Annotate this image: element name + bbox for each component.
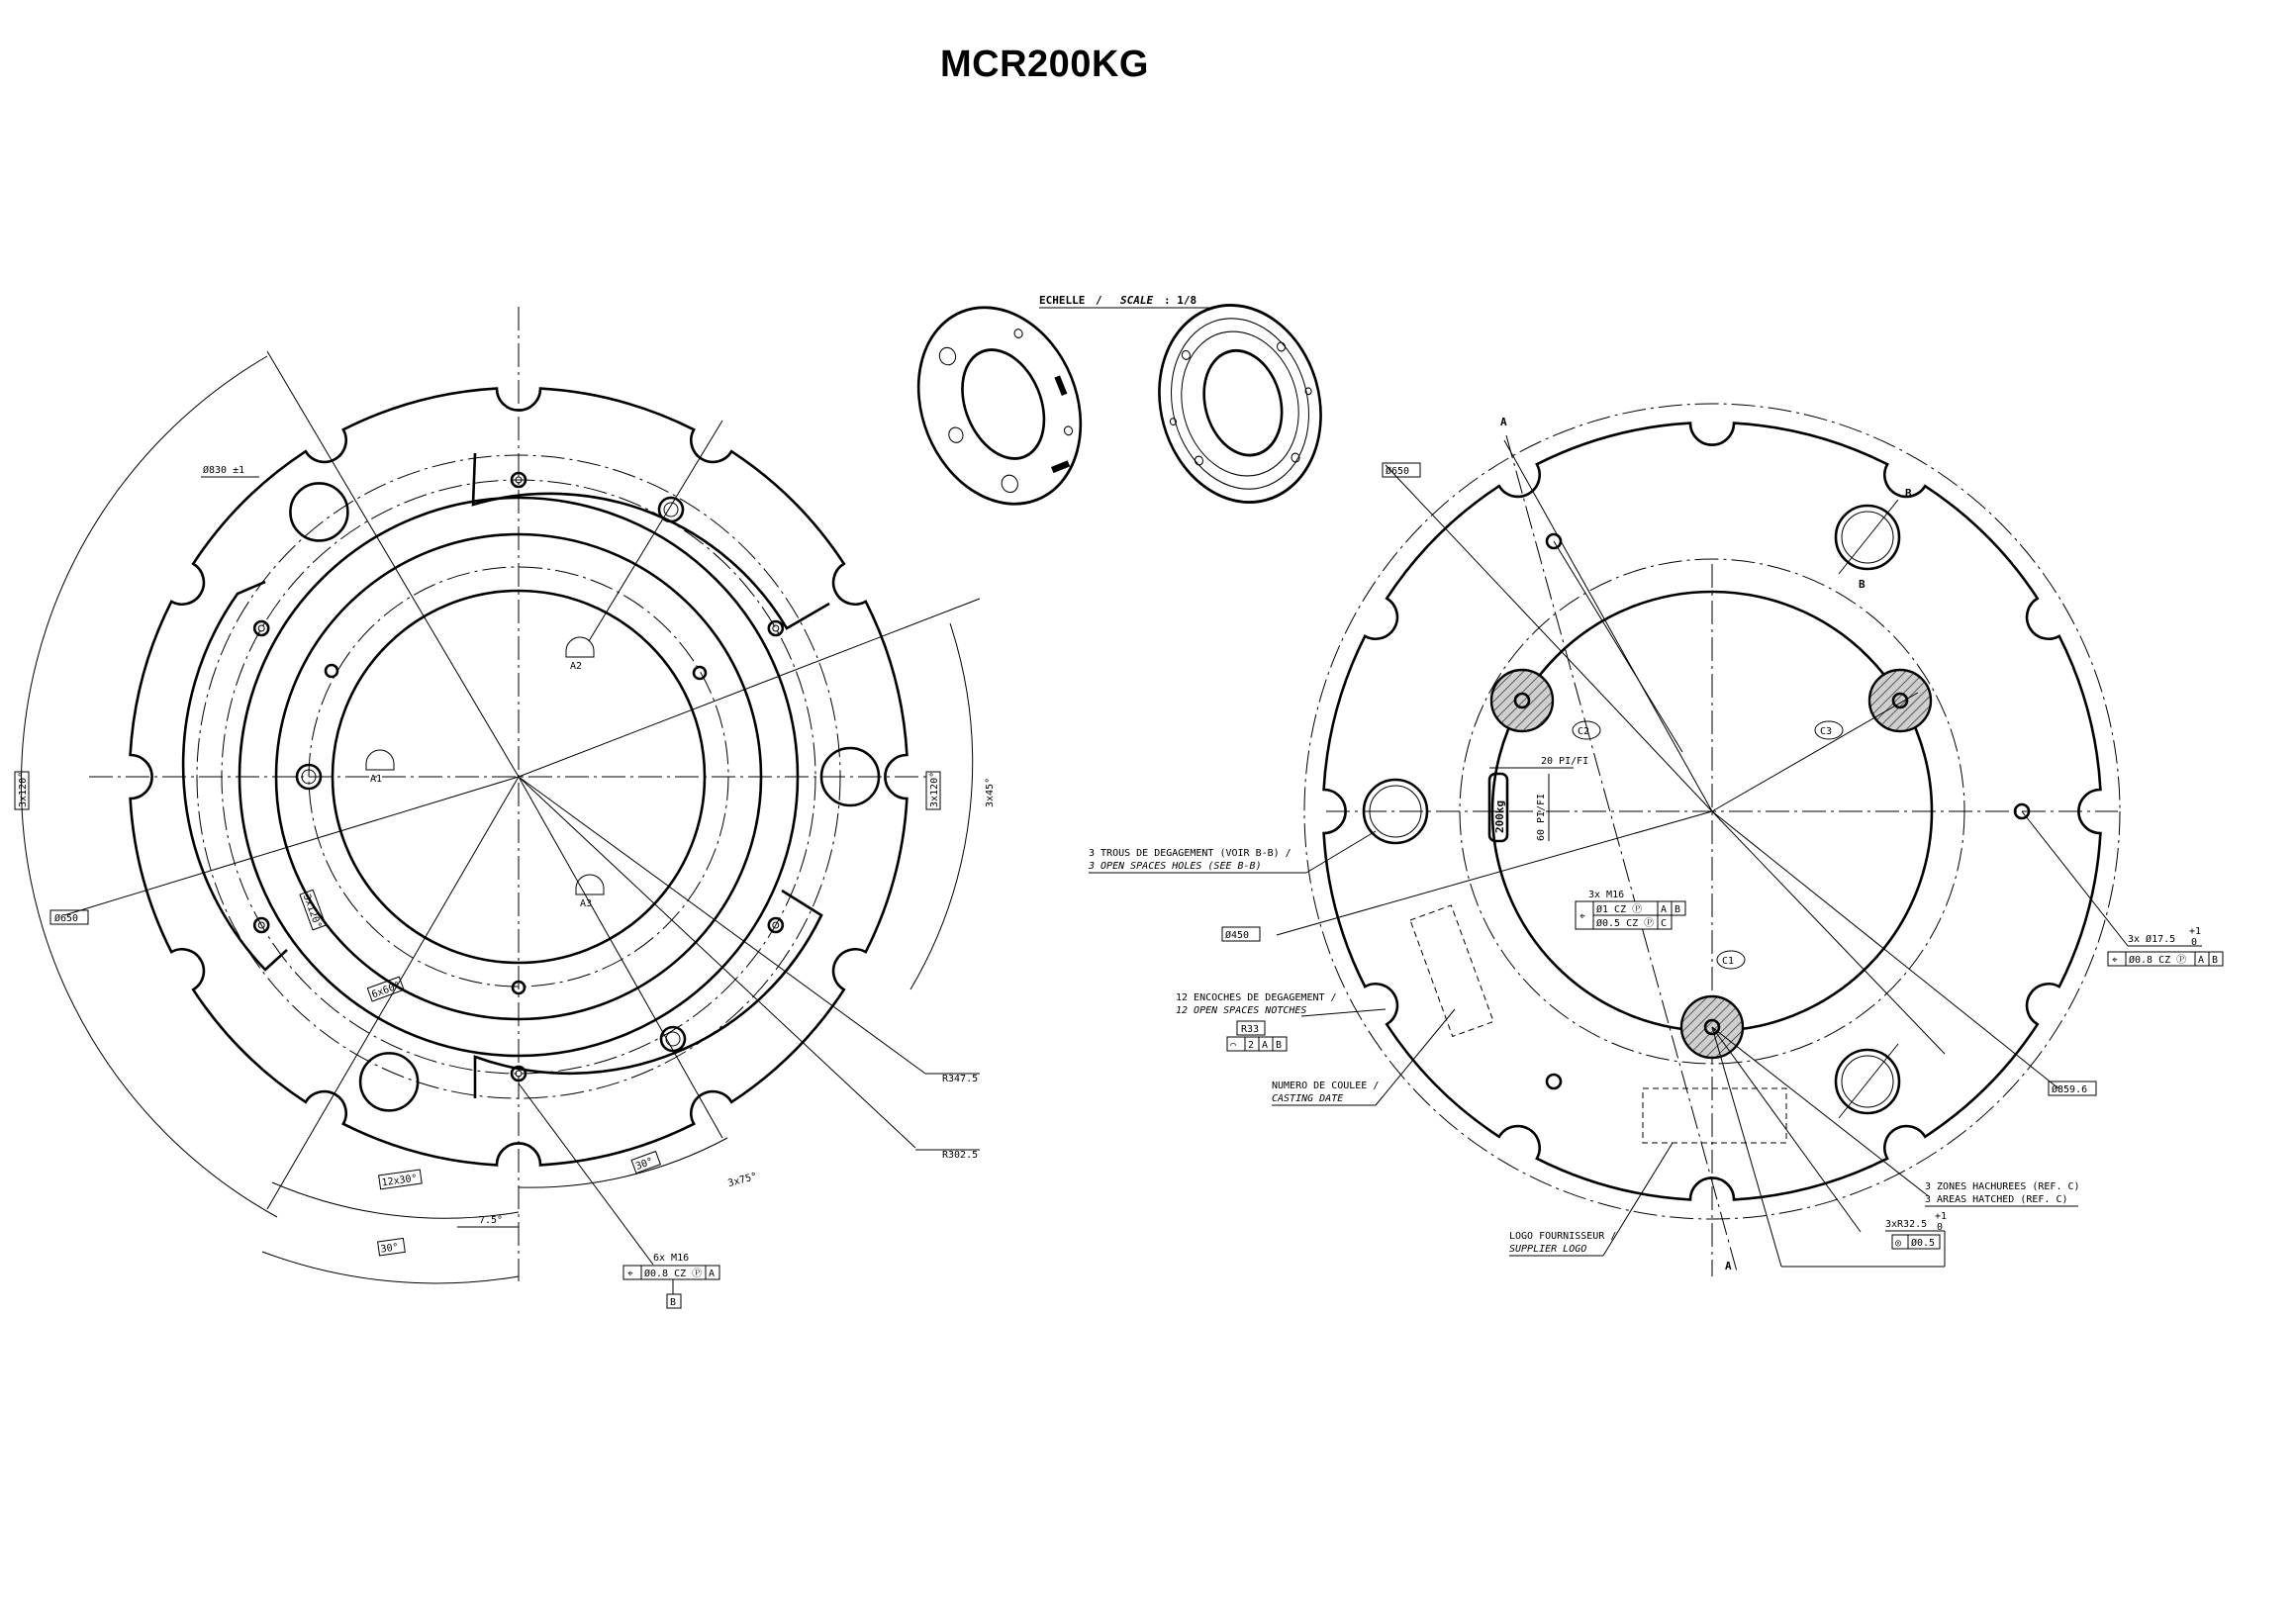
svg-text:3 TROUS DE DEGAGEMENT (VOIR B-: 3 TROUS DE DEGAGEMENT (VOIR B-B) /	[1089, 848, 1292, 859]
casting-note	[1272, 1009, 1455, 1105]
svg-text:A: A	[2198, 955, 2205, 966]
section-b-bottom: B	[1859, 578, 1866, 591]
svg-text:Ø859.6: Ø859.6	[2052, 1084, 2088, 1095]
svg-text:Ø0.8 CZ Ⓟ: Ø0.8 CZ Ⓟ	[644, 1269, 703, 1279]
svg-text:3x120°: 3x120°	[300, 893, 324, 930]
casting-date-area	[1410, 905, 1493, 1037]
svg-text:0: 0	[2191, 937, 2198, 948]
hole17-note	[2022, 811, 2223, 966]
svg-text:⌖: ⌖	[2112, 955, 2118, 966]
left-ang-7-5	[457, 1215, 519, 1227]
svg-text:3x M16: 3x M16	[1588, 890, 1625, 900]
left-dim-830	[201, 464, 259, 477]
svg-text:30°: 30°	[380, 1242, 400, 1256]
left-dim-r347	[925, 1074, 980, 1084]
clearance-hole	[360, 1053, 418, 1110]
m16-hole-core	[258, 625, 264, 631]
left-dim-r302	[915, 1150, 980, 1161]
m16-hole	[769, 621, 783, 635]
small-tapped-hole	[326, 665, 337, 677]
left-ang-3x120-right	[926, 772, 940, 809]
svg-text:R302.5: R302.5	[942, 1150, 979, 1161]
notches-note	[1176, 992, 1386, 1051]
svg-text:C3: C3	[1820, 726, 1833, 737]
right-dim-650	[1383, 463, 1420, 477]
svg-text:Ø1 CZ Ⓟ: Ø1 CZ Ⓟ	[1596, 904, 1643, 915]
svg-text:Ø650: Ø650	[54, 913, 79, 924]
svg-text:3xR32.5: 3xR32.5	[1885, 1219, 1928, 1230]
svg-text:C2: C2	[1578, 726, 1590, 737]
svg-text:Ø0.5: Ø0.5	[1911, 1238, 1936, 1249]
svg-text:A1: A1	[370, 774, 383, 785]
svg-text:Ø830 ±1: Ø830 ±1	[203, 465, 245, 476]
svg-text:C: C	[1661, 918, 1668, 929]
drawing-title: MCR200KG	[940, 44, 1149, 85]
right-datum-c3	[1815, 721, 1843, 739]
svg-text:⌖: ⌖	[627, 1269, 633, 1279]
small-hole-3	[1547, 1075, 1561, 1088]
svg-text:3 ZONES HACHUREES (REF. C): 3 ZONES HACHUREES (REF. C)	[1925, 1181, 2080, 1192]
hatched-zone-c3	[1869, 670, 1931, 731]
svg-text:⌖: ⌖	[1579, 911, 1585, 922]
svg-text:12x30°: 12x30°	[381, 1173, 419, 1189]
svg-text:CASTING DATE: CASTING DATE	[1272, 1093, 1344, 1104]
pi-fi-60: 60 PI/FI	[1536, 793, 1547, 841]
left-dim-arc-3x45	[910, 623, 973, 989]
right-datum-c2	[1573, 721, 1600, 739]
logo-text: 200kg	[1493, 800, 1506, 833]
left-thread-callout	[519, 1083, 719, 1308]
svg-text:3x120°: 3x120°	[929, 771, 940, 807]
svg-text:B: B	[2212, 955, 2219, 966]
svg-text:R347.5: R347.5	[942, 1074, 979, 1084]
svg-text:2: 2	[1248, 1040, 1255, 1051]
left-datum-a1	[366, 750, 394, 785]
iso-preview-front	[890, 283, 1108, 528]
svg-text:6x M16: 6x M16	[653, 1253, 690, 1264]
left-ang-3x75	[726, 1172, 758, 1189]
left-ang-3x120-left	[15, 772, 29, 809]
scale-value: : 1/8	[1164, 294, 1197, 307]
svg-text:C1: C1	[1722, 956, 1735, 967]
svg-text:A: A	[709, 1269, 716, 1279]
svg-text:A: A	[1262, 1040, 1269, 1051]
svg-text:3 AREAS HATCHED (REF. C): 3 AREAS HATCHED (REF. C)	[1925, 1194, 2068, 1205]
left-datum-a3	[576, 875, 604, 909]
svg-text:B: B	[1276, 1040, 1283, 1051]
scale-label-fr: ECHELLE	[1039, 294, 1086, 307]
hatched-zone-c2	[1491, 670, 1553, 731]
holes-note	[1088, 831, 1376, 873]
svg-text:3 OPEN SPACES HOLES (SEE B-B): 3 OPEN SPACES HOLES (SEE B-B)	[1089, 861, 1262, 872]
svg-text:LOGO FOURNISSEUR /: LOGO FOURNISSEUR /	[1509, 1231, 1617, 1242]
left-ang-3x45	[985, 778, 996, 807]
svg-text:A: A	[1661, 904, 1668, 915]
svg-text:Ø450: Ø450	[1225, 930, 1250, 941]
right-dim-859	[2049, 1082, 2096, 1095]
svg-text:3x75°: 3x75°	[726, 1171, 759, 1190]
supplier-note	[1509, 1143, 1673, 1256]
svg-text:Ø650: Ø650	[1386, 466, 1410, 477]
left-ang-3x120-inner	[300, 890, 326, 930]
m16-hole	[254, 621, 268, 635]
left-view	[15, 307, 996, 1308]
svg-text:A3: A3	[580, 898, 593, 909]
left-ang-30b	[378, 1238, 406, 1255]
right-dim-450	[1222, 927, 1260, 941]
scale-sep: /	[1096, 294, 1102, 307]
left-ang-30a	[631, 1152, 660, 1174]
right-datum-c1	[1717, 951, 1745, 969]
datum-pin-hole	[659, 498, 683, 521]
svg-text:+1: +1	[2189, 926, 2202, 937]
left-datum-a2	[566, 637, 594, 672]
m16-hole-core	[773, 625, 779, 631]
iso-preview-back	[1138, 287, 1343, 520]
svg-text:3x Ø17.5: 3x Ø17.5	[2128, 934, 2176, 945]
svg-text:+1: +1	[1935, 1211, 1948, 1222]
svg-text:12 OPEN SPACES NOTCHES: 12 OPEN SPACES NOTCHES	[1176, 1005, 1307, 1016]
svg-text:7.5°: 7.5°	[479, 1215, 504, 1226]
left-pad-left	[183, 582, 287, 970]
svg-text:6x60°: 6x60°	[370, 980, 403, 1001]
svg-text:12 ENCOCHES DE DEGAGEMENT /: 12 ENCOCHES DE DEGAGEMENT /	[1176, 992, 1337, 1003]
svg-text:0: 0	[1937, 1222, 1944, 1233]
left-ang-12x30	[379, 1170, 423, 1189]
left-dim-650	[50, 910, 88, 924]
svg-text:R33: R33	[1241, 1024, 1260, 1035]
scale-header	[1039, 294, 1217, 308]
svg-text:Ø0.5 CZ Ⓟ: Ø0.5 CZ Ⓟ	[1596, 918, 1655, 929]
section-a-top: A	[1500, 416, 1507, 428]
svg-text:NUMERO DE COULEE /: NUMERO DE COULEE /	[1272, 1081, 1380, 1091]
section-a-bottom: A	[1725, 1260, 1732, 1272]
svg-text:B: B	[670, 1297, 677, 1308]
right-view	[1088, 404, 2223, 1276]
small-tapped-hole	[694, 667, 706, 679]
clearance-hole	[290, 483, 347, 540]
scale-label-en: SCALE	[1120, 294, 1154, 307]
svg-text:Ø0.8 CZ Ⓟ: Ø0.8 CZ Ⓟ	[2129, 955, 2187, 966]
svg-text:30°: 30°	[633, 1156, 655, 1173]
svg-text:◎: ◎	[1895, 1238, 1902, 1249]
r32-note	[1781, 1211, 1947, 1267]
svg-text:3x120°: 3x120°	[18, 771, 29, 807]
pi-fi-20: 20 PI/FI	[1541, 756, 1589, 767]
svg-text:SUPPLIER LOGO: SUPPLIER LOGO	[1509, 1244, 1587, 1255]
section-b-top: B	[1905, 487, 1912, 500]
svg-text:A2: A2	[570, 661, 583, 672]
svg-text:B: B	[1674, 904, 1681, 915]
m16-note	[1576, 890, 1685, 929]
datum-pin-hole-inner	[666, 1032, 680, 1046]
hatched-note	[1925, 1181, 2080, 1206]
supplier-logo-area	[1643, 1088, 1786, 1143]
svg-text:3x45°: 3x45°	[985, 777, 996, 807]
svg-text:⌒: ⌒	[1230, 1040, 1237, 1051]
